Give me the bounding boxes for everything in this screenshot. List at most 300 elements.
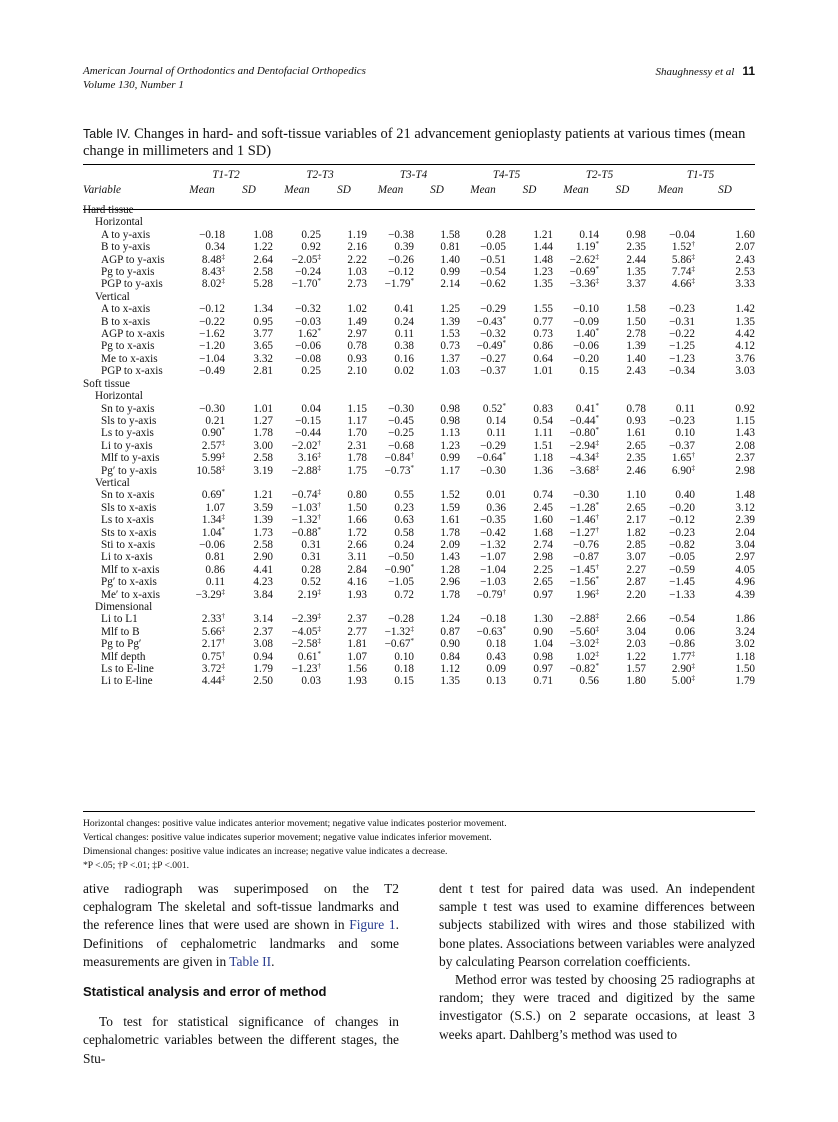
mean-value: −0.23: [669, 526, 695, 539]
section-title: Hard tissue: [83, 204, 134, 216]
mean-value: −1.46†: [569, 513, 599, 527]
note-significance: *P <.05; †P <.01; ‡P <.001.: [83, 860, 190, 871]
left-paragraph-2: To test for statistical significance of changes in cephalometric variables between the different stages, the Stu-: [83, 1014, 399, 1066]
mean-value: 0.11: [486, 427, 506, 440]
significance-marker: ‡: [317, 488, 321, 497]
mean-value: −0.43*: [476, 314, 506, 328]
mean-value: 0.18: [486, 638, 506, 651]
sd-value: 2.20: [626, 588, 646, 601]
sd-value: 2.27: [626, 563, 646, 576]
sd-value: 1.23: [533, 266, 553, 279]
significance-marker: *: [502, 314, 506, 323]
mean-value: −0.82*: [569, 662, 599, 676]
mean-value: 0.39: [394, 241, 414, 254]
section-row: [83, 204, 755, 216]
sd-value: 1.55: [533, 303, 553, 316]
significance-marker: ‡: [221, 624, 225, 633]
sd-value: 1.81: [347, 638, 367, 651]
sd-value: 0.90: [440, 638, 460, 651]
mean-value: −1.23: [669, 352, 695, 365]
variable-name: Pg to Pg′: [101, 638, 142, 651]
significance-marker: †: [221, 612, 225, 621]
mean-value: −0.63*: [476, 624, 506, 638]
table-caption: [83, 126, 755, 160]
significance-marker: ‡: [317, 463, 321, 472]
variable-name: Li to L1: [101, 613, 138, 626]
mean-value: 10.58‡: [196, 463, 225, 477]
significance-marker: *: [502, 339, 506, 348]
mean-value: −0.30: [388, 402, 414, 415]
sd-value: 2.85: [626, 538, 646, 551]
sd-value: 2.04: [735, 526, 755, 539]
mean-value: 1.62*: [297, 327, 321, 341]
sd-value: 2.87: [626, 576, 646, 589]
sd-value: 1.13: [440, 427, 460, 440]
mean-value: −1.33: [669, 588, 695, 601]
mean-value: 0.15: [394, 675, 414, 688]
sd-value: 1.43: [735, 427, 755, 440]
table-row: [83, 278, 755, 290]
mean-value: 1.65†: [671, 451, 695, 465]
mean-value: −0.12: [388, 266, 414, 279]
mean-value: −1.56*: [569, 575, 599, 589]
mean-value: 6.90‡: [671, 463, 695, 477]
sd-value: 1.04: [533, 638, 553, 651]
sd-value: 1.49: [347, 315, 367, 328]
mean-value: 2.33†: [201, 612, 225, 626]
variable-name: PGP to x-axis: [101, 365, 163, 378]
mean-value: −0.37: [669, 439, 695, 452]
figure-1-link[interactable]: Figure 1: [349, 917, 396, 933]
mean-value: −3.36‡: [569, 277, 599, 291]
group-header: T3-T4: [399, 169, 428, 181]
mean-value: −0.67*: [384, 637, 414, 651]
table-row: [83, 415, 755, 427]
sd-value: 0.64: [533, 352, 553, 365]
mean-header: Mean: [189, 184, 215, 196]
sd-value: 2.74: [533, 538, 553, 551]
sd-value: 0.90: [533, 625, 553, 638]
table-row: [83, 365, 755, 377]
table-row: [83, 254, 755, 266]
sd-value: 0.95: [253, 315, 273, 328]
significance-marker: ‡: [221, 463, 225, 472]
mean-value: −1.45†: [569, 562, 599, 576]
variable-name: Sls to y-axis: [101, 414, 157, 427]
significance-marker: †: [221, 649, 225, 658]
variable-name: Ls to y-axis: [101, 427, 154, 440]
significance-marker: ‡: [317, 252, 321, 261]
variable-name: Sn to x-axis: [101, 489, 155, 502]
mean-value: −2.39‡: [291, 612, 321, 626]
sd-value: 3.04: [735, 538, 755, 551]
sd-value: 2.81: [253, 365, 273, 378]
table-row: [83, 427, 755, 439]
variable-name: Pg to y-axis: [101, 266, 155, 279]
mean-value: 0.15: [579, 365, 599, 378]
table-notes: [83, 817, 755, 873]
table-row: [83, 651, 755, 663]
sd-value: 0.81: [440, 241, 460, 254]
mean-value: 0.24: [394, 315, 414, 328]
significance-marker: †: [317, 662, 321, 671]
significance-marker: †: [595, 562, 599, 571]
significance-marker: ‡: [317, 612, 321, 621]
mean-value: −1.03†: [291, 500, 321, 514]
mean-value: −0.23: [669, 303, 695, 316]
variable-name: Sts to x-axis: [101, 526, 157, 539]
mean-value: −0.05: [480, 241, 506, 254]
mean-value: 0.11: [205, 576, 225, 589]
variable-header: Variable: [83, 184, 121, 196]
mean-value: −2.88‡: [291, 463, 321, 477]
sd-value: 2.66: [626, 613, 646, 626]
mean-value: −0.62: [480, 278, 506, 291]
sd-value: 3.59: [253, 501, 273, 514]
sd-header: SD: [337, 184, 351, 196]
mean-value: −0.37: [480, 365, 506, 378]
table-row: [83, 514, 755, 526]
table-row: [83, 266, 755, 278]
mean-value: −0.87: [573, 551, 599, 564]
sd-value: 1.39: [626, 340, 646, 353]
group-header: T4-T5: [492, 169, 521, 181]
group-header: T2-T3: [306, 169, 334, 181]
variable-name: AGP to x-axis: [101, 328, 165, 341]
table-row: [83, 527, 755, 539]
mean-value: −0.30: [480, 464, 506, 477]
mean-value: −0.69*: [569, 265, 599, 279]
mean-value: 5.66‡: [201, 624, 225, 638]
sd-value: 2.53: [735, 266, 755, 279]
mean-value: −0.32: [480, 328, 506, 341]
sd-value: 1.07: [347, 650, 367, 663]
mean-value: −1.79*: [384, 277, 414, 291]
table-row: [83, 663, 755, 675]
significance-marker: ‡: [317, 637, 321, 646]
sd-value: 0.98: [440, 402, 460, 415]
table-row: [83, 675, 755, 687]
sd-value: 2.37: [735, 452, 755, 465]
subsection-title: Dimensional: [95, 601, 153, 613]
mean-value: 0.13: [486, 675, 506, 688]
significance-marker: *: [502, 451, 506, 460]
sd-value: 1.86: [735, 613, 755, 626]
table-row: [83, 502, 755, 514]
significance-marker: ‡: [221, 662, 225, 671]
significance-marker: †: [221, 637, 225, 646]
mean-value: 0.63: [394, 514, 414, 527]
mean-value: −0.42: [480, 526, 506, 539]
table-row: [83, 229, 755, 241]
mean-value: −0.06: [573, 340, 599, 353]
table-2-link[interactable]: Table II: [229, 953, 272, 969]
left-paragraph-1: [83, 880, 399, 971]
significance-marker: ‡: [595, 252, 599, 261]
table-caption-text: Changes in hard- and soft-tissue variables of 21 advancement genioplasty patients at various times (mean change in millimeters and 1 SD): [83, 126, 746, 159]
sd-value: 0.98: [440, 414, 460, 427]
sd-value: 0.73: [533, 328, 553, 341]
sd-value: 2.73: [347, 278, 367, 291]
sd-value: 0.99: [440, 452, 460, 465]
sd-value: 1.35: [440, 675, 460, 688]
mean-value: −0.18: [199, 228, 225, 241]
sd-value: 0.94: [253, 650, 273, 663]
variable-name: Ls to x-axis: [101, 514, 154, 527]
variable-name: A to x-axis: [101, 303, 151, 316]
sd-value: 1.01: [253, 402, 273, 415]
mean-value: 0.86: [205, 563, 225, 576]
sd-value: 2.09: [440, 538, 460, 551]
sd-value: 3.08: [253, 638, 273, 651]
sd-value: 2.78: [626, 328, 646, 341]
sd-value: 0.87: [440, 625, 460, 638]
mean-value: −0.06: [295, 340, 321, 353]
mean-value: −0.64*: [476, 451, 506, 465]
table-row: [83, 551, 755, 563]
significance-marker: ‡: [595, 463, 599, 472]
variable-name: Me to x-axis: [101, 352, 158, 365]
mean-value: −2.94‡: [569, 438, 599, 452]
variable-name: PGP to y-axis: [101, 278, 163, 291]
sd-value: 1.17: [347, 414, 367, 427]
sd-value: 2.66: [347, 538, 367, 551]
sd-value: 2.37: [347, 613, 367, 626]
mean-value: −0.18: [480, 613, 506, 626]
variable-name: Me′ to x-axis: [101, 588, 160, 601]
mean-value: 1.04*: [201, 525, 225, 539]
group-header-row: [83, 168, 755, 182]
mean-value: 0.34: [205, 241, 225, 254]
subsection-title: Vertical: [95, 476, 130, 489]
sd-value: 3.02: [735, 638, 755, 651]
sd-value: 3.76: [735, 352, 755, 365]
sd-value: 1.30: [533, 613, 553, 626]
mean-value: 2.17†: [201, 637, 225, 651]
table-row: [83, 576, 755, 588]
sd-value: 1.61: [626, 427, 646, 440]
mean-value: 4.66‡: [671, 277, 695, 291]
sd-value: 2.98: [735, 464, 755, 477]
page-number: 11: [742, 64, 755, 78]
sd-value: 1.21: [253, 489, 273, 502]
sd-value: 1.51: [533, 439, 553, 452]
sd-value: 2.64: [253, 253, 273, 266]
sd-value: 2.43: [735, 253, 755, 266]
mean-value: 0.25: [301, 228, 321, 241]
sd-value: 2.65: [626, 439, 646, 452]
column-header-row: [83, 182, 755, 198]
mean-value: 0.81: [205, 551, 225, 564]
mean-value: −0.03: [295, 315, 321, 328]
sd-header: SD: [718, 184, 732, 196]
section-heading: Statistical analysis and error of method: [83, 984, 327, 1000]
mean-header: Mean: [284, 184, 310, 196]
sd-value: 1.18: [533, 452, 553, 465]
sd-value: 4.42: [735, 328, 755, 341]
mean-value: 1.96‡: [575, 587, 599, 601]
table-row: [83, 440, 755, 452]
mean-value: −1.32†: [291, 513, 321, 527]
mean-value: −0.12: [669, 514, 695, 527]
variable-name: Sn to y-axis: [101, 402, 155, 415]
significance-marker: ‡: [317, 624, 321, 633]
left-p1-text-c: .: [271, 953, 275, 969]
sd-value: 1.44: [533, 241, 553, 254]
mean-value: −5.60‡: [569, 624, 599, 638]
significance-marker: ‡: [691, 277, 695, 286]
mean-value: 0.52: [301, 576, 321, 589]
mean-value: −3.02‡: [569, 637, 599, 651]
variable-name: Li to E-line: [101, 675, 153, 688]
sd-value: 4.12: [735, 340, 755, 353]
sd-value: 1.35: [735, 315, 755, 328]
mean-value: −2.62‡: [569, 252, 599, 266]
sd-value: 1.35: [533, 278, 553, 291]
mean-value: −0.32: [295, 303, 321, 316]
sd-value: 0.83: [533, 402, 553, 415]
mean-value: −0.26: [388, 253, 414, 266]
significance-marker: *: [595, 327, 599, 336]
sd-value: 3.03: [735, 365, 755, 378]
sd-value: 1.01: [533, 365, 553, 378]
mean-value: −0.49: [199, 365, 225, 378]
mean-value: −1.03: [480, 576, 506, 589]
mean-value: −0.51: [480, 253, 506, 266]
note-dimensional: Dimensional changes: positive value indicates an increase; negative value indicates a decrease.: [83, 846, 448, 857]
significance-marker: ‡: [595, 612, 599, 621]
table-row: [83, 613, 755, 625]
mean-value: −0.73*: [384, 463, 414, 477]
sd-value: 3.04: [626, 625, 646, 638]
mean-value: −1.70*: [291, 277, 321, 291]
sd-value: 1.78: [440, 588, 460, 601]
variable-name: Ls to E-line: [101, 663, 154, 676]
mean-value: 0.28: [486, 228, 506, 241]
subsection-row: [83, 216, 755, 228]
mean-value: −2.88‡: [569, 612, 599, 626]
sd-value: 1.19: [347, 228, 367, 241]
sd-header: SD: [522, 184, 537, 196]
mean-value: 5.99‡: [201, 451, 225, 465]
significance-marker: *: [317, 525, 321, 534]
significance-marker: *: [502, 401, 506, 410]
significance-marker: †: [317, 513, 321, 522]
table-row: [83, 328, 755, 340]
sd-value: 1.11: [533, 427, 553, 440]
significance-marker: ‡: [691, 649, 695, 658]
sd-value: 1.79: [253, 663, 273, 676]
mean-value: 0.10: [675, 427, 695, 440]
mean-value: −0.24: [295, 266, 321, 279]
significance-marker: *: [317, 649, 321, 658]
sd-value: 1.60: [735, 228, 755, 241]
mean-value: 3.72‡: [201, 662, 225, 676]
significance-marker: †: [595, 513, 599, 522]
significance-marker: *: [410, 562, 414, 571]
sd-value: 0.78: [347, 340, 367, 353]
sd-value: 3.12: [735, 501, 755, 514]
sd-value: 0.84: [440, 650, 460, 663]
mean-value: −4.34‡: [569, 451, 599, 465]
mean-value: −1.20: [199, 340, 225, 353]
mean-value: 0.25: [301, 365, 321, 378]
mean-value: 0.01: [486, 489, 506, 502]
sd-value: 1.68: [533, 526, 553, 539]
journal-info: [83, 64, 366, 92]
sd-value: 1.72: [347, 526, 367, 539]
sd-value: 1.35: [626, 266, 646, 279]
sd-value: 2.35: [626, 452, 646, 465]
table-row: [83, 638, 755, 650]
variable-name: AGP to y-axis: [101, 253, 165, 266]
subsection-title: Vertical: [95, 290, 130, 303]
mean-value: 0.92: [301, 241, 321, 254]
table-label: Table IV.: [83, 127, 131, 141]
mean-value: −0.34: [669, 365, 695, 378]
variable-name: B to y-axis: [101, 241, 151, 254]
variable-name: Mlf to x-axis: [101, 563, 160, 576]
mean-value: −0.22: [199, 315, 225, 328]
sd-value: 4.39: [735, 588, 755, 601]
mean-value: −1.04: [199, 352, 225, 365]
significance-marker: *: [595, 500, 599, 509]
variable-name: Mlf to y-axis: [101, 452, 160, 465]
mean-value: −0.20: [669, 501, 695, 514]
significance-marker: *: [317, 327, 321, 336]
sd-value: 3.32: [253, 352, 273, 365]
mean-value: 0.04: [301, 402, 321, 415]
sd-value: 2.16: [347, 241, 367, 254]
sd-value: 1.48: [735, 489, 755, 502]
sd-value: 1.40: [626, 352, 646, 365]
sd-value: 2.77: [347, 625, 367, 638]
significance-marker: *: [410, 277, 414, 286]
sd-value: 2.58: [253, 538, 273, 551]
sd-value: 1.02: [347, 303, 367, 316]
sd-value: 2.65: [626, 501, 646, 514]
mean-value: 0.69*: [201, 488, 225, 502]
mean-value: 0.90*: [201, 426, 225, 440]
sd-value: 1.82: [626, 526, 646, 539]
significance-marker: ‡: [595, 624, 599, 633]
significance-marker: *: [595, 575, 599, 584]
sd-value: 2.46: [626, 464, 646, 477]
sd-value: 2.31: [347, 439, 367, 452]
mean-value: −0.05: [669, 551, 695, 564]
mean-value: −0.23: [669, 414, 695, 427]
significance-marker: ‡: [317, 587, 321, 596]
sd-value: 1.78: [253, 427, 273, 440]
sd-value: 1.48: [533, 253, 553, 266]
significance-marker: †: [317, 438, 321, 447]
subsection-title: Horizontal: [95, 216, 143, 229]
sd-value: 1.21: [533, 228, 553, 241]
mean-value: −0.59: [669, 563, 695, 576]
significance-marker: *: [595, 265, 599, 274]
mean-value: −1.05: [388, 576, 414, 589]
sd-value: 0.93: [626, 414, 646, 427]
sd-value: 3.11: [347, 551, 367, 564]
mean-value: −0.09: [573, 315, 599, 328]
significance-marker: *: [221, 488, 225, 497]
sd-value: 1.93: [347, 588, 367, 601]
significance-marker: ‡: [691, 674, 695, 683]
mean-value: −0.30: [573, 489, 599, 502]
mean-value: −0.68: [388, 439, 414, 452]
sd-value: 3.37: [626, 278, 646, 291]
mean-value: −1.25: [669, 340, 695, 353]
